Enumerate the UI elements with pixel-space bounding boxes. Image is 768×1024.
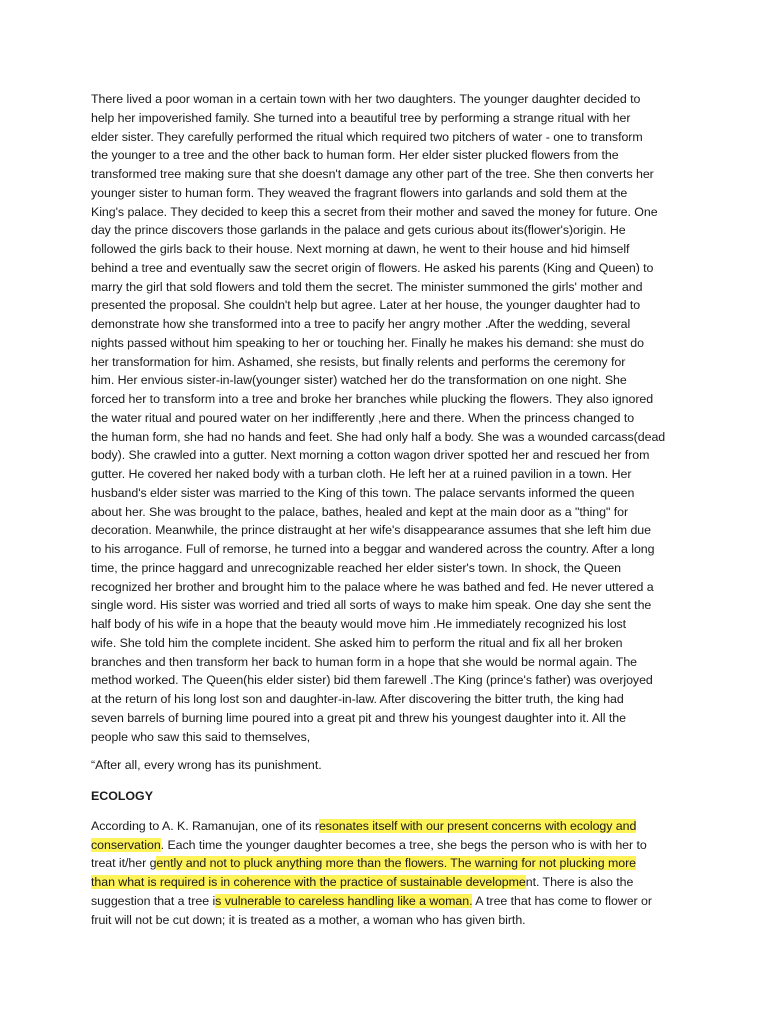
text-line: husband's elder sister was married to the King of this town. The palace servants informed the queen [91,485,635,500]
text-line: transformed tree making sure that she doesn't damage any other part of the tree. She then converts her [91,167,654,181]
text-line: half body of his wife in a hope that the beauty would move him .He immediately recognized his lost [91,617,627,631]
document-page [91,90,681,929]
plain-text: A tree that has come to flower or [472,893,652,908]
text-line: behind a tree and eventually saw the secret origin of flowers. He asked his parents (King and Queen) to [91,260,654,275]
text-line: him. Her envious sister-in-law(younger sister) watched her do the transformation on one night. She [91,373,627,388]
text-line: the water ritual and poured water on her indifferently ,here and there. When the princess changed to [91,410,635,425]
text-line: There lived a poor woman in a certain town with her two daughters. The younger daughter decided to [91,92,641,106]
text-line [91,817,681,836]
text-line: single word. His sister was worried and tried all sorts of ways to make him speak. One day she sent the [91,598,652,613]
text-line: King's palace. They decided to keep this a secret from their mother and saved the money for future. One [91,204,658,219]
highlighted-text: conservation [91,837,161,852]
text-line: forced her to transform into a tree and broke her branches while plucking the flowers. They also ignored [91,392,654,406]
text-line: followed the girls back to their house. Next morning at dawn, he went to their house and hid himself [91,242,630,256]
punishment-quote: “After all, every wrong has its punishment. [91,758,322,773]
text-line: recognized her brother and brought him to the palace where he was bathed and fed. He never uttered a [91,579,654,594]
plain-text: treat it/her g [91,856,157,871]
text-line: seven barrels of burning lime poured into a great pit and threw his youngest daughter into it. All the [91,710,626,725]
text-line: at the return of his long lost son and daughter-in-law. After discovering the bitter truth, the king had [91,692,624,706]
text-line [91,854,681,873]
section-heading-ecology: ECOLOGY [91,789,153,803]
highlighted-text: than what is required is in coherence with the practice of sustainable developme [91,875,526,889]
text-line: method worked. The Queen(his elder sister) bid them farewell .The King (prince's father) was overjoyed [91,673,653,688]
text-line: elder sister. They carefully performed the ritual which required two pitchers of water - one to transform [91,129,643,144]
text-line [91,873,681,892]
text-line: about her. She was brought to the palace, bathes, healed and kept at the main door as a "thing" for [91,504,629,519]
text-line: the human form, she had no hands and feet. She had only half a body. She was a wounded carcass(dead [91,429,666,444]
text-line [91,836,681,855]
text-line: wife. She told him the complete incident. She asked him to perform the ritual and fix all her broken [91,635,623,650]
text-line: help her impoverished family. She turned into a beautiful tree by performing a strange ritual with her [91,110,631,125]
plain-text: suggestion that a tree i [91,893,216,908]
ecology-paragraph [91,817,681,930]
highlighted-text: ently and not to pluck anything more than the flowers. The warning for not plucking more [156,856,636,871]
text-line: nights passed without him speaking to her or touching her. Finally he makes his demand: she must do [91,335,644,350]
plain-text: . Each time the younger daughter becomes a tree, she begs the person who is with her to [160,837,647,852]
text-line: to his arrogance. Full of remorse, he turned into a beggar and wandered across the country. After a long [91,542,655,556]
highlighted-text: esonates itself with our present concerns with ecology and [318,818,637,833]
text-line: her transformation for him. Ashamed, she resists, but finally relents and performs the ceremony for [91,354,626,369]
plain-text: fruit will not be cut down; it is treated as a mother, a woman who has given birth. [91,912,526,927]
text-line [91,892,681,911]
text-line: gutter. He covered her naked body with a turban cloth. He left her at a ruined pavilion in a town. Her [91,467,632,481]
plain-text: According to A. K. Ramanujan, one of its r [91,818,319,833]
plain-text: nt. There is also the [525,875,634,889]
story-paragraph [91,90,681,746]
text-line: marry the girl that sold flowers and told them the secret. The minister summoned the girls' mother and [91,279,643,294]
text-line: day the prince discovers those garlands in the palace and gets curious about its(flower's)origin. He [91,223,626,238]
text-line: younger sister to human form. They weaved the fragrant flowers into garlands and sold them at the [91,185,628,200]
text-line: presented the proposal. She couldn't help but agree. Later at her house, the younger daughter had to [91,298,641,313]
text-line [91,911,681,930]
text-line: demonstrate how she transformed into a tree to pacify her angry mother .After the wedding, several [91,317,631,331]
text-line: branches and then transform her back to human form in a hope that she would be normal again. The [91,654,637,669]
text-line: decoration. Meanwhile, the prince distraught at her wife's disappearance assumes that she left him due [91,523,651,538]
text-line: people who saw this said to themselves, [91,729,311,744]
text-line: body). She crawled into a gutter. Next morning a cotton wagon driver spotted her and rescued her from [91,448,650,463]
text-line: time, the prince haggard and unrecognizable reached her elder sister's town. In shock, the Queen [91,560,621,575]
text-line: the younger to a tree and the other back to human form. Her elder sister plucked flowers from the [91,148,619,163]
highlighted-text: s vulnerable to careless handling like a woman. [215,893,473,908]
